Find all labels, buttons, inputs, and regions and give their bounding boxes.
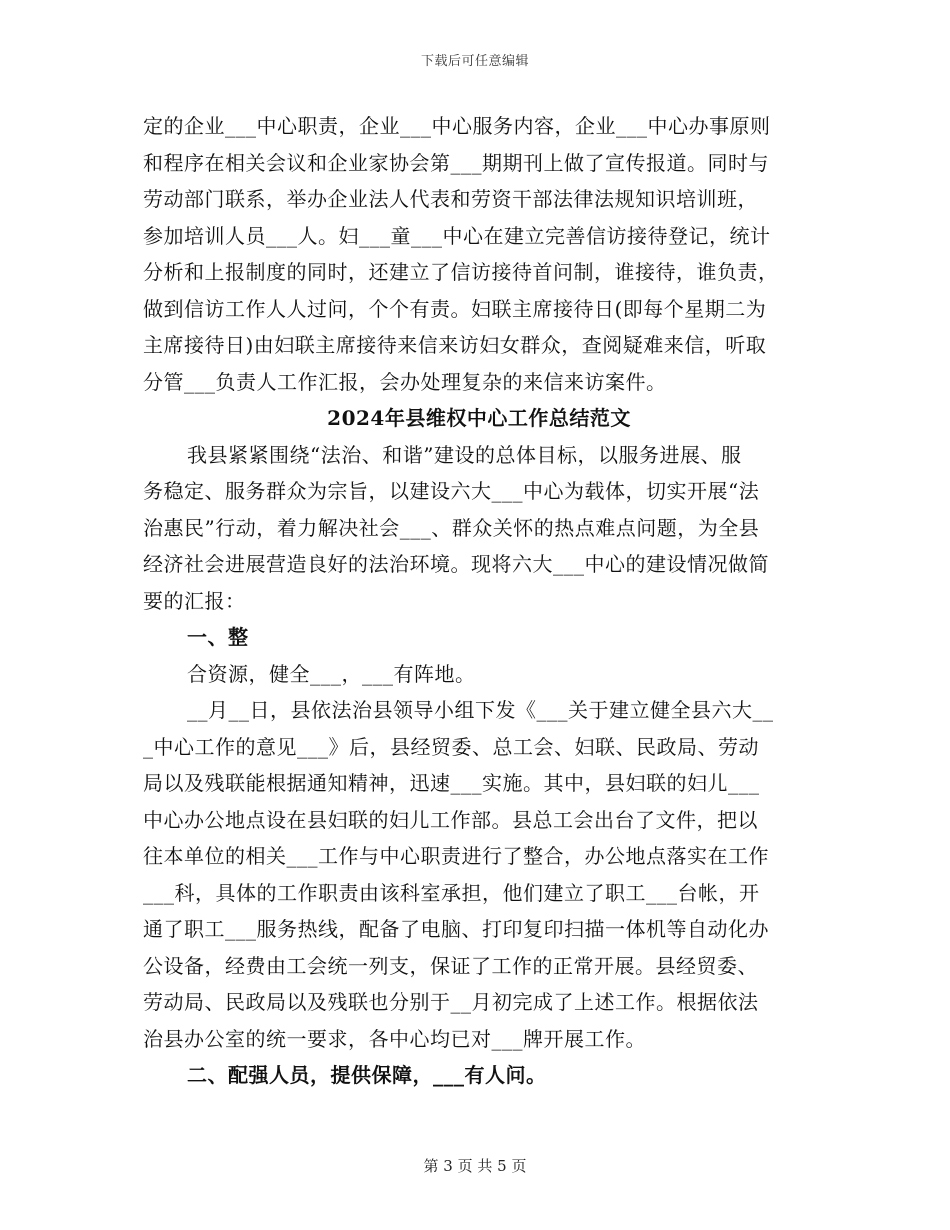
body-line: 往本单位的相关___工作与中心职责进行了整合，办公地点落实在工作 [143,844,769,868]
body-line: 治县办公室的统一要求，各中心均已对___牌开展工作。 [143,1026,646,1051]
page-number: 第 3 页 共 5 页 [423,1157,527,1175]
body-line: 参加培训人员___人。妇___童___中心在建立完善信访接待登记，统计 [143,223,771,248]
body-line: 通了职工___服务热线，配备了电脑、打印复印扫描一体机等自动化办 [143,917,769,941]
body-line: 劳动局、民政局以及残联也分别于__月初完成了上述工作。根据依法 [143,990,759,1014]
body-line: 做到信访工作人人过问，个个有责。妇联主席接待日(即每个星期二为 [143,296,767,321]
document-body [143,108,815,1094]
body-line: 劳动部门联系，举办企业法人代表和劳资干部法律法规知识培训班， [143,187,758,211]
body-line: 公设备，经费由工会统一列支，保证了工作的正常开展。县经贸委、 [143,953,758,978]
body-line: 治惠民”行动，着力解决社会___、群众关怀的热点难点问题，为全县 [143,515,760,540]
body-line: 主席接待日)由妇联主席接待来信来访妇女群众，查阅疑难来信，听取 [143,333,767,357]
body-line: 局以及残联能根据通知精神，迅速___实施。其中，县妇联的妇儿___ [143,771,760,795]
body-line: 合资源，健全___，___有阵地。 [187,661,476,686]
body-line: 中心办公地点设在县妇联的妇儿工作部。县总工会出台了文件，把以 [143,807,758,832]
subheading: 二、配强人员，提供保障，___有人问。 [187,1063,547,1087]
body-line: 分析和上报制度的同时，还建立了信访接待首问制，谁接待，谁负责， [143,260,779,284]
body-line: 要的汇报： [143,588,246,613]
body-line: ___科，具体的工作职责由该科室承担，他们建立了职工___台帐，开 [143,880,760,905]
body-line: 我县紧紧围绕“法治、和谐”建设的总体目标，以服务进展、服 [187,442,742,467]
body-line: 和程序在相关会议和企业家协会第___期期刊上做了宣传报道。同时与 [143,150,769,175]
body-line: _中心工作的意见___》后，县经贸委、总工会、妇联、民政局、劳动 [143,734,759,759]
page-header: 下载后可任意编辑 [420,54,529,69]
body-line: 务稳定、服务群众为宗旨，以建设六大___中心为载体，切实开展“法 [143,479,760,503]
body-line: 分管___负责人工作汇报，会办处理复杂的来信来访案件。 [143,369,667,394]
body-line: 经济社会进展营造良好的法治环境。现将六大___中心的建设情况做简 [143,552,769,576]
body-line: __月__日，县依法治县领导小组下发《___关于建立健全县六大__ [187,698,774,722]
section-title: 2024年县维权中心工作总结范文 [327,406,631,430]
body-line: 定的企业___中心职责，企业___中心服务内容，企业___中心办事原则 [143,114,771,138]
subheading: 一、整 [187,625,249,649]
